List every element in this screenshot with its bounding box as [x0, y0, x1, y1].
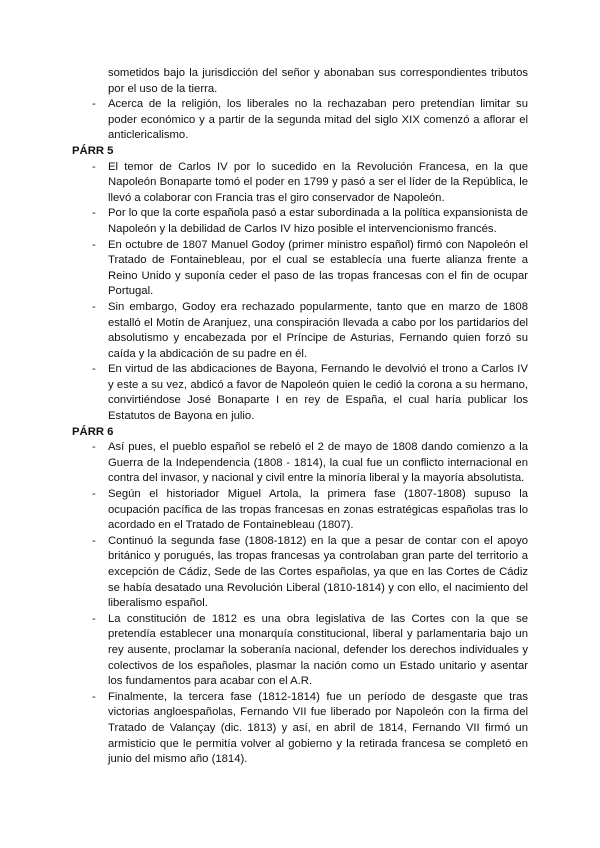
list-item: - La constitución de 1812 es una obra legislativa de las Cortes con la que se pretendía establecer una monarquía constitucional, liberal y parlamentaria bajo un rey ausente, proclamar la soberanía nacional, defender los derechos individuales y colectivos de los españoles, plasmar la nación como un Estado unitario y asentar los fundamentos para acabar con el A.R.: [72, 612, 528, 690]
list-item: - Sin embargo, Godoy era rechazado popularmente, tanto que en marzo de 1808 estalló el Motín de Aranjuez, una conspiración llevada a cabo por los partidarios del absolutismo y encabezada por el Príncipe de Asturias, Fernando quien forzó su caída y la abdicación de su padre en él.: [72, 300, 528, 362]
intro-list: [72, 66, 528, 144]
list-item: - En virtud de las abdicaciones de Bayona, Fernando le devolvió el trono a Carlos IV y este a su vez, abdicó a favor de Napoleón quien le cedió la corona a su hermano, convirtiéndose José Bonaparte I en rey de España, el cual haría publicar los Estatutos de Bayona en julio.: [72, 362, 528, 424]
section-heading-parr-6: PÁRR 6: [72, 425, 114, 438]
list-item: - Continuó la segunda fase (1808-1812) en la que a pesar de contar con el apoyo británico y porugués, las tropas francesas ya controlaban gran parte del territorio a excepción de Cádiz, Sede de las Cortes españolas, ya que en las Cortes de Cádiz se había desatado una Revolución Liberal (1810-1814) y con ello, el nacimiento del liberalismo español.: [72, 534, 528, 612]
list-item: - El temor de Carlos IV por lo sucedido en la Revolución Francesa, en la que Napoleón Bonaparte tomó el poder en 1799 y pasó a ser el líder de la República, le llevó a colaborar con Francia tras el giro conservador de Napoleón.: [72, 160, 528, 207]
list-item: - Así pues, el pueblo español se rebeló el 2 de mayo de 1808 dando comienzo a la Guerra de la Independencia (1808 - 1814), la cual fue un conflicto internacional en contra del invasor, y nacional y civil entre la minoría liberal y la mayoría absolutista.: [72, 440, 528, 487]
list-item: sometidos bajo la jurisdicción del señor y abonaban sus correspondientes tributos por el uso de la tierra.: [108, 67, 528, 95]
list-item: - Finalmente, la tercera fase (1812-1814) fue un período de desgaste que tras victorias angloespañolas, Fernando VII fue liberado por Napoleón con la firma del Tratado de Valançay (dic. 1813) y así, en abril de 1814, Fernando VII firmó un armisticio que le permitía volver al gobierno y la retirada francesa se completó en junio del mismo año (1814).: [72, 690, 528, 768]
section-heading-parr-5: PÁRR 5: [72, 144, 114, 157]
document-body: [72, 66, 528, 768]
list-item: - Por lo que la corte española pasó a estar subordinada a la política expansionista de Napoleón y la debilidad de Carlos IV hizo posible el intervencionismo francés.: [72, 206, 528, 237]
list-item: - Según el historiador Miguel Artola, la primera fase (1807-1808) supuso la ocupación pacífica de las tropas francesas en zonas estratégicas españolas tras lo acordado en el Tratado de Fontainebleau (1807).: [72, 487, 528, 534]
section-list-parr-6: [72, 440, 528, 767]
list-item: - Acerca de la religión, los liberales no la rechazaban pero pretendían limitar su poder económico y a partir de la segunda mitad del siglo XIX comenzó a aflorar el anticlericalismo.: [72, 97, 528, 144]
section-list-parr-5: [72, 160, 528, 425]
list-item: - En octubre de 1807 Manuel Godoy (primer ministro español) firmó con Napoleón el Tratado de Fontainebleau, por el cual se establecía una fuerte alianza frente a Reino Unido y suponía ceder el paso de las tropas francesas con el fin de ocupar Portugal.: [72, 238, 528, 300]
